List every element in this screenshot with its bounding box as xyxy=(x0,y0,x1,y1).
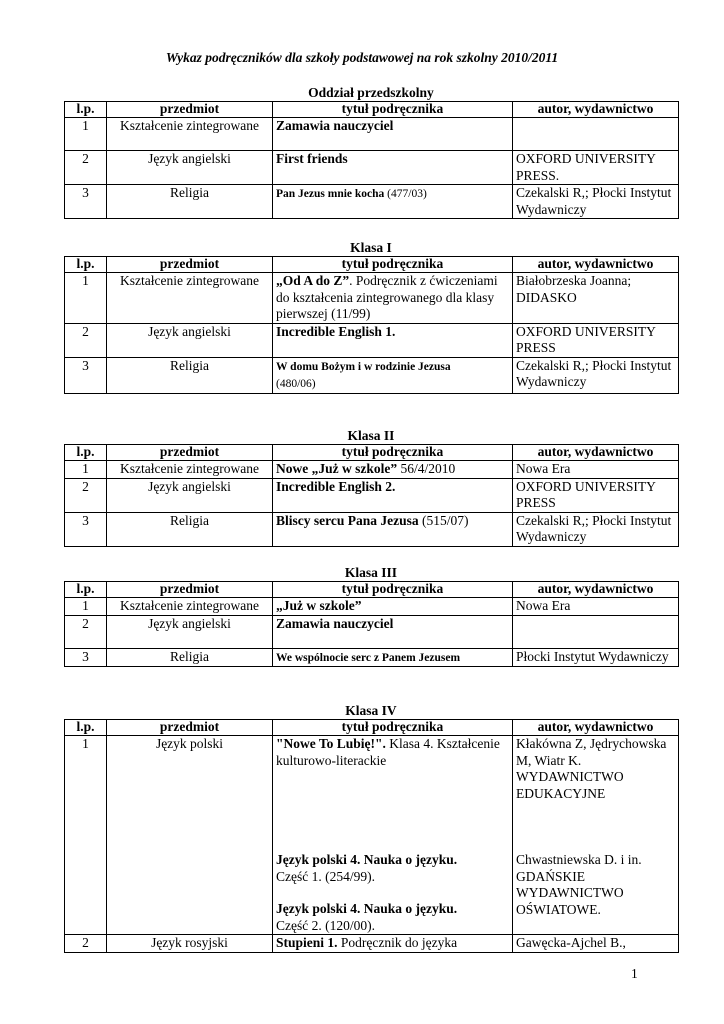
title-block xyxy=(276,852,509,885)
table-row xyxy=(65,273,679,324)
author-cell: Białobrzeska Joanna; DIDASKO xyxy=(513,273,679,324)
header-author: autor, wydawnictwo xyxy=(513,102,679,118)
title-block xyxy=(276,736,509,852)
title-bold: Nowe „Już w szkole” xyxy=(276,461,398,476)
table-header-row xyxy=(65,582,679,598)
title-bold: We wspólnocie serc z Panem Jezusem xyxy=(276,651,461,664)
author-cell xyxy=(513,118,679,151)
header-title: tytuł podręcznika xyxy=(273,582,513,598)
title-rest: (477/03) xyxy=(384,188,427,200)
table-row xyxy=(65,185,679,219)
lp-cell: 2 xyxy=(65,615,107,648)
title-rest: Klasa 4. Kształcenie kulturowo-literackie xyxy=(276,736,500,768)
table-header-row xyxy=(65,102,679,118)
table-row xyxy=(65,461,679,479)
title-cell xyxy=(273,151,513,185)
table-row xyxy=(65,512,679,546)
title-cell xyxy=(273,615,513,648)
author-cell: Czekalski R,; Płocki Instytut Wydawniczy xyxy=(513,512,679,546)
title-rest: Podręcznik do języka xyxy=(337,935,458,950)
title-rest: (515/07) xyxy=(418,512,469,528)
title-cell xyxy=(273,935,513,953)
title-cell xyxy=(273,357,513,393)
subject-cell: Religia xyxy=(107,357,273,393)
section-heading: Klasa II xyxy=(347,428,395,443)
subject-cell: Religia xyxy=(107,648,273,667)
author-block: Kłakówna Z, Jędrychowska M, Wiatr K. WYDAWNICTWO EDUKACYJNE xyxy=(516,736,667,801)
author-cell: Płocki Instytut Wydawniczy xyxy=(513,648,679,667)
lp-cell: 3 xyxy=(65,648,107,667)
author-cell: Gawęcka-Ajchel B., xyxy=(513,935,679,953)
table-row xyxy=(65,598,679,616)
subject-cell: Język angielski xyxy=(107,151,273,185)
title-bold: Język polski 4. Nauka o języku. xyxy=(276,901,458,916)
author-cell xyxy=(513,615,679,648)
table-header-row xyxy=(65,257,679,273)
table-row xyxy=(65,478,679,512)
header-title: tytuł podręcznika xyxy=(273,102,513,118)
subject-cell: Język angielski xyxy=(107,323,273,357)
author-cell: Nowa Era xyxy=(513,461,679,479)
header-lp: l.p. xyxy=(65,257,107,273)
lp-cell: 2 xyxy=(65,323,107,357)
title-cell xyxy=(273,323,513,357)
title-bold: Bliscy sercu Pana Jezusa xyxy=(276,512,419,528)
title-bold: First friends xyxy=(276,151,348,166)
title-rest: (480/06) xyxy=(276,378,316,390)
textbook-table xyxy=(64,256,679,394)
header-author: autor, wydawnictwo xyxy=(513,720,679,736)
header-title: tytuł podręcznika xyxy=(273,257,513,273)
title-cell xyxy=(273,185,513,219)
header-author: autor, wydawnictwo xyxy=(513,582,679,598)
table-row xyxy=(65,357,679,393)
lp-cell: 1 xyxy=(65,736,107,935)
table-header-row xyxy=(65,445,679,461)
title-block xyxy=(276,901,509,934)
title-cell xyxy=(273,461,513,479)
title-bold: „Od A do Z” xyxy=(276,273,350,288)
title-rest: Część 2. (120/00). xyxy=(276,917,375,933)
title-bold: „Już w szkole” xyxy=(276,598,362,613)
table-row xyxy=(65,615,679,648)
header-lp: l.p. xyxy=(65,582,107,598)
lp-cell: 3 xyxy=(65,357,107,393)
subject-cell: Język polski xyxy=(107,736,273,935)
lp-cell: 2 xyxy=(65,478,107,512)
author-cell: Czekalski R,; Płocki Instytut Wydawniczy xyxy=(513,357,679,393)
title-bold: Zamawia nauczyciel xyxy=(276,118,394,133)
title-cell xyxy=(273,478,513,512)
header-subject: przedmiot xyxy=(107,582,273,598)
title-bold: Incredible English 1. xyxy=(276,323,396,339)
header-subject: przedmiot xyxy=(107,445,273,461)
header-title: tytuł podręcznika xyxy=(273,720,513,736)
subject-cell: Religia xyxy=(107,185,273,219)
title-cell xyxy=(273,118,513,151)
subject-cell: Kształcenie zintegrowane xyxy=(107,598,273,616)
author-cell: OXFORD UNIVERSITY PRESS. xyxy=(513,151,679,185)
title-bold: Incredible English 2. xyxy=(276,478,396,494)
section-heading: Klasa III xyxy=(344,565,398,580)
title-cell xyxy=(273,598,513,616)
title-bold: Zamawia nauczyciel xyxy=(276,615,394,631)
lp-cell: 1 xyxy=(65,461,107,479)
author-block: Chwastniewska D. i in. GDAŃSKIE WYDAWNICTWO OŚWIATOWE. xyxy=(516,852,642,917)
title-cell xyxy=(273,648,513,667)
section-heading: Klasa I xyxy=(350,240,392,255)
subject-cell: Kształcenie zintegrowane xyxy=(107,118,273,151)
header-author: autor, wydawnictwo xyxy=(513,445,679,461)
section-oddzial-przedszkolny xyxy=(64,85,678,219)
table-row xyxy=(65,151,679,185)
textbook-table xyxy=(64,719,679,953)
subject-cell: Język rosyjski xyxy=(107,935,273,953)
author-cell: OXFORD UNIVERSITY PRESS xyxy=(513,478,679,512)
table-row xyxy=(65,736,679,935)
subject-cell: Kształcenie zintegrowane xyxy=(107,461,273,479)
document-title: Wykaz podręczników dla szkoły podstawowej na rok szkolny 2010/2011 xyxy=(165,50,559,65)
lp-cell: 1 xyxy=(65,598,107,616)
title-rest: 56/4/2010 xyxy=(397,461,456,476)
subject-cell: Język angielski xyxy=(107,478,273,512)
header-author: autor, wydawnictwo xyxy=(513,257,679,273)
lp-cell: 3 xyxy=(65,512,107,546)
lp-cell: 1 xyxy=(65,273,107,324)
title-cell xyxy=(273,273,513,324)
header-lp: l.p. xyxy=(65,102,107,118)
header-subject: przedmiot xyxy=(107,102,273,118)
title-bold: Stupieni 1. xyxy=(276,935,338,950)
title-bold: Pan Jezus mnie kocha xyxy=(276,188,385,200)
title-rest: Część 1. (254/99). xyxy=(276,868,375,884)
textbook-table xyxy=(64,581,679,667)
author-cell xyxy=(513,736,679,935)
title-bold: "Nowe To Lubię!". xyxy=(276,736,386,751)
title-rest: . Podręcznik z ćwiczeniami do kształcenia zintegrowanego dla klasy pierwszej (11/99) xyxy=(276,273,498,321)
author-cell: Nowa Era xyxy=(513,598,679,616)
header-title: tytuł podręcznika xyxy=(273,445,513,461)
lp-cell: 2 xyxy=(65,151,107,185)
header-subject: przedmiot xyxy=(107,257,273,273)
table-row xyxy=(65,648,679,667)
author-cell: Czekalski R,; Płocki Instytut Wydawniczy xyxy=(513,185,679,219)
table-row xyxy=(65,935,679,953)
table-row xyxy=(65,323,679,357)
section-klasa-3 xyxy=(64,565,678,667)
header-subject: przedmiot xyxy=(107,720,273,736)
section-klasa-4 xyxy=(64,703,678,953)
textbook-table xyxy=(64,444,679,547)
lp-cell: 1 xyxy=(65,118,107,151)
title-cell xyxy=(273,512,513,546)
table-row xyxy=(65,118,679,151)
section-heading: Klasa IV xyxy=(345,703,397,718)
subject-cell: Język angielski xyxy=(107,615,273,648)
page-number: 1 xyxy=(631,966,638,981)
header-lp: l.p. xyxy=(65,720,107,736)
lp-cell: 3 xyxy=(65,185,107,219)
table-header-row xyxy=(65,720,679,736)
section-klasa-2 xyxy=(64,428,678,547)
title-cell xyxy=(273,736,513,935)
header-lp: l.p. xyxy=(65,445,107,461)
title-bold: W domu Bożym i w rodzinie Jezusa xyxy=(276,360,451,373)
title-bold: Język polski 4. Nauka o języku. xyxy=(276,852,458,867)
lp-cell: 2 xyxy=(65,935,107,953)
subject-cell: Kształcenie zintegrowane xyxy=(107,273,273,324)
section-heading: Oddział przedszkolny xyxy=(308,85,434,100)
section-klasa-1 xyxy=(64,240,678,394)
author-cell: OXFORD UNIVERSITY PRESS xyxy=(513,323,679,357)
subject-cell: Religia xyxy=(107,512,273,546)
textbook-table xyxy=(64,101,679,219)
